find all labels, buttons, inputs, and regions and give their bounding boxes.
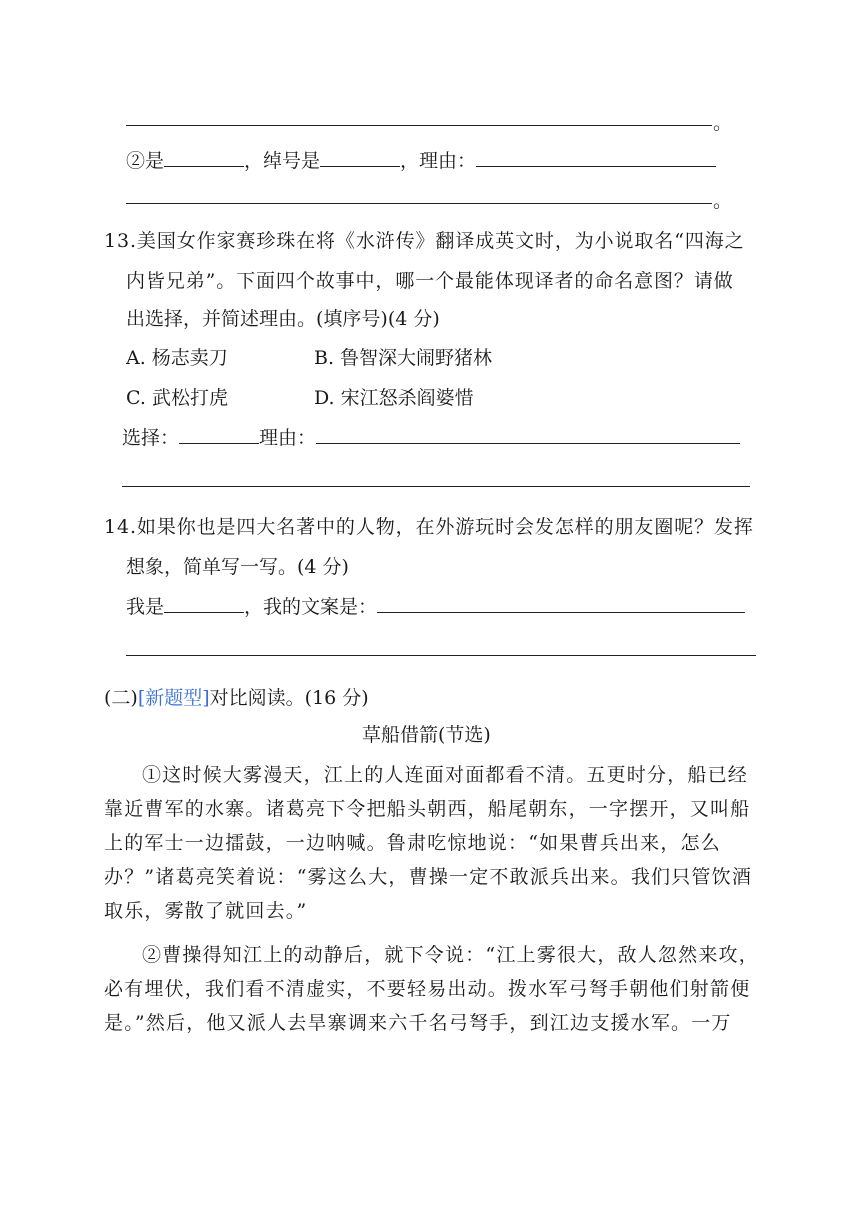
option-a[interactable]: A. 杨志卖刀 — [126, 347, 228, 369]
q12-item2 — [126, 146, 716, 173]
q14-line-1: 14.如果你也是四大名著中的人物，在外游玩时会发怎样的朋友圈呢？发挥 — [104, 516, 754, 538]
reason-label: 理由： — [259, 427, 317, 449]
passage-title-text: 草船借箭 — [362, 724, 439, 746]
end-mark-2: 。 — [713, 190, 733, 212]
character-blank[interactable] — [164, 592, 244, 613]
nickname-blank[interactable] — [320, 146, 400, 167]
section-heading — [104, 683, 369, 710]
option-b[interactable]: B. 鲁智深大闹野猪林 — [314, 347, 493, 369]
copy-label: ，我的文案是： — [244, 596, 378, 618]
q14-answer-row — [126, 592, 745, 619]
q14-answer-line[interactable] — [126, 655, 756, 656]
answer-line-2[interactable] — [126, 203, 712, 204]
q12-item2-prefix: ②是 — [126, 150, 165, 172]
section-prefix: (二) — [104, 687, 138, 709]
name-blank[interactable] — [164, 146, 244, 167]
reason-blank-start[interactable] — [476, 146, 716, 167]
passage-title — [362, 720, 491, 747]
q12-item2-mid: ，绰号是 — [244, 150, 321, 172]
q14-line-2: 想象，简单写一写。(4 分) — [126, 556, 349, 578]
q13-line-1: 13.美国女作家赛珍珠在将《水浒传》翻译成英文时，为小说取名“四海之 — [104, 230, 745, 252]
section-text: 对比阅读。(16 分) — [209, 687, 369, 709]
passage-title-note: (节选) — [438, 724, 491, 746]
end-mark-1: 。 — [713, 112, 733, 134]
q13-line-3: 出选择，并简述理由。(填序号)(4 分) — [126, 308, 440, 330]
passage-paragraph-1: ①这时候大雾漫天，江上的人连面对面都看不清。五更时分，船已经靠近曹军的水寨。诸葛亮下令把船头朝西，船尾朝东，一字摆开，又叫船上的军士一边擂鼓，一边呐喊。鲁肃吃惊地说：“如果曹兵出来，怎么办？”诸葛亮笑着说：“雾这么大，曹操一定不敢派兵出来。我们只管饮酒取乐，雾散了就回去。” — [104, 764, 753, 922]
q13-line-2: 内皆兄弟”。下面四个故事中，哪一个最能体现译者的命名意图？请做 — [126, 270, 734, 292]
option-d[interactable]: D. 宋江怒杀阎婆惜 — [314, 387, 474, 409]
q13-answer-row — [122, 423, 740, 450]
choice-label: 选择： — [122, 427, 180, 449]
passage-paragraph-2: ②曹操得知江上的动静后，就下令说：“江上雾很大，敌人忽然来攻，必有埋伏，我们看不清虚实，不要轻易出动。拨水军弓弩手朝他们射箭便是。”然后，他又派人去旱寨调来六千名弓弩手，到江边支援水军。一万 — [104, 944, 759, 1034]
choice-blank[interactable] — [179, 423, 259, 444]
answer-line-1[interactable] — [126, 125, 712, 126]
passage-body — [104, 758, 764, 1050]
q12-item2-reason: ，理由： — [400, 150, 477, 172]
copy-blank[interactable] — [377, 592, 745, 613]
i-am-label: 我是 — [126, 596, 165, 618]
option-c[interactable]: C. 武松打虎 — [126, 387, 228, 409]
q13-answer-line[interactable] — [122, 486, 750, 487]
reason-blank[interactable] — [316, 423, 740, 444]
new-type-tag: [新题型] — [137, 687, 210, 709]
